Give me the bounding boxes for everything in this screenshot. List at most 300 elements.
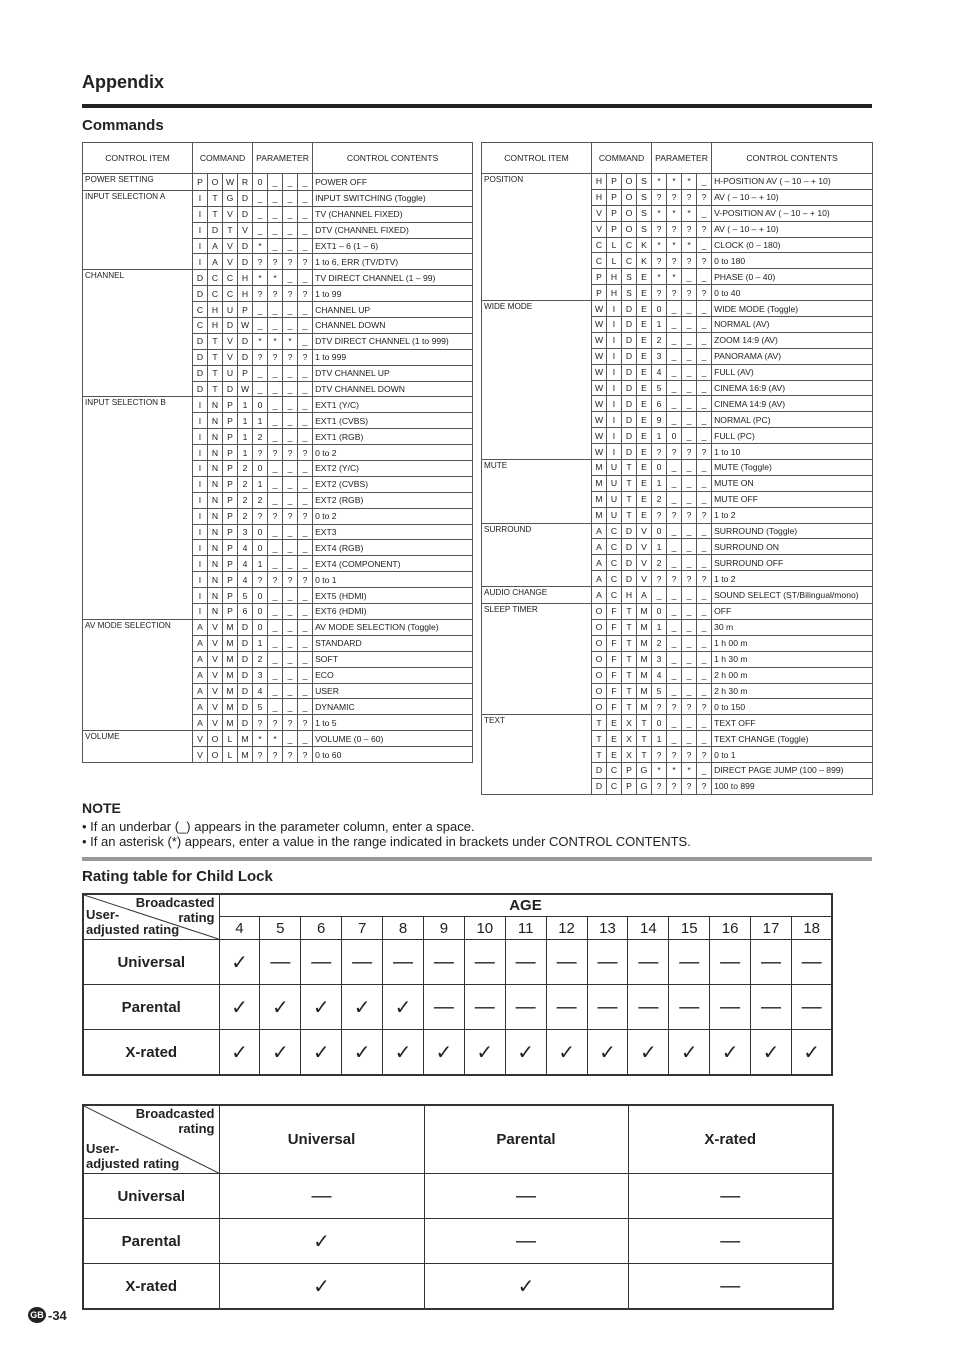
- table-row: [83, 1030, 832, 1076]
- command-char: N: [208, 604, 223, 620]
- parameter-char: ?: [283, 747, 298, 763]
- control-contents-cell: SURROUND OFF: [712, 555, 873, 571]
- command-char: D: [223, 318, 238, 334]
- parameter-char: 1: [253, 413, 268, 429]
- header-parameter: PARAMETER: [652, 143, 712, 174]
- dash-icon: —: [464, 985, 505, 1030]
- parameter-char: 3: [652, 651, 667, 667]
- parameter-char: 2: [253, 651, 268, 667]
- command-char: 5: [238, 588, 253, 604]
- rating-heading: Rating table for Child Lock: [82, 868, 273, 885]
- command-char: P: [223, 397, 238, 413]
- command-char: E: [637, 396, 652, 412]
- control-contents-cell: AV ( – 10 – + 10): [712, 221, 873, 237]
- command-char: I: [193, 588, 208, 604]
- parameter-char: ?: [667, 444, 682, 460]
- parameter-char: _: [268, 461, 283, 477]
- control-contents-cell: EXT3: [313, 524, 473, 540]
- command-char: V: [592, 221, 607, 237]
- command-char: I: [193, 572, 208, 588]
- command-char: P: [223, 429, 238, 445]
- parameter-char: _: [253, 381, 268, 397]
- command-char: D: [238, 667, 253, 683]
- parameter-char: _: [697, 412, 712, 428]
- parameter-char: _: [298, 604, 313, 620]
- category-rating-table: [82, 1104, 834, 1310]
- control-contents-cell: DTV (CHANNEL FIXED): [313, 222, 473, 238]
- check-icon: ✓: [423, 1030, 464, 1076]
- control-contents-cell: DTV DIRECT CHANNEL (1 to 999): [313, 333, 473, 349]
- parameter-char: 4: [652, 667, 667, 683]
- parameter-char: *: [652, 237, 667, 253]
- parameter-char: _: [697, 604, 712, 620]
- parameter-char: ?: [283, 254, 298, 270]
- dash-icon: —: [260, 940, 301, 985]
- control-contents-cell: 1 to 6, ERR (TV/DTV): [313, 254, 473, 270]
- command-char: O: [592, 667, 607, 683]
- parameter-char: _: [268, 556, 283, 572]
- command-char: V: [208, 667, 223, 683]
- control-contents-cell: 1 h 30 m: [712, 651, 873, 667]
- control-contents-cell: 1 to 5: [313, 715, 473, 731]
- command-char: I: [607, 444, 622, 460]
- command-char: 3: [238, 524, 253, 540]
- command-char: 4: [238, 540, 253, 556]
- control-contents-cell: TV (CHANNEL FIXED): [313, 206, 473, 222]
- parameter-char: ?: [283, 572, 298, 588]
- command-char: 2: [238, 492, 253, 508]
- command-char: C: [223, 286, 238, 302]
- command-char: T: [637, 731, 652, 747]
- command-char: D: [622, 364, 637, 380]
- age-number: 8: [383, 917, 424, 940]
- command-char: V: [208, 699, 223, 715]
- command-char: L: [607, 253, 622, 269]
- command-char: D: [193, 365, 208, 381]
- control-contents-cell: OFF: [712, 604, 873, 620]
- control-item-cell: INPUT SELECTION B: [83, 397, 193, 619]
- control-contents-cell: POWER OFF: [313, 174, 473, 191]
- control-item-cell: VOLUME: [83, 731, 193, 763]
- command-char: A: [592, 555, 607, 571]
- command-char: T: [592, 731, 607, 747]
- parameter-char: ?: [697, 253, 712, 269]
- parameter-char: 0: [667, 428, 682, 444]
- command-char: H: [592, 189, 607, 205]
- parameter-char: _: [697, 301, 712, 317]
- control-item-cell: POSITION: [482, 174, 592, 301]
- parameter-char: _: [298, 540, 313, 556]
- control-contents-cell: USER: [313, 683, 473, 699]
- dash-icon: —: [301, 940, 342, 985]
- table-row: [83, 985, 832, 1030]
- command-char: W: [592, 380, 607, 396]
- command-char: I: [607, 396, 622, 412]
- command-char: D: [592, 762, 607, 778]
- parameter-char: 2: [652, 555, 667, 571]
- commands-table-right: [481, 142, 873, 795]
- age-label: AGE: [219, 894, 832, 917]
- command-char: O: [592, 604, 607, 620]
- command-char: O: [592, 699, 607, 715]
- command-char: I: [607, 332, 622, 348]
- parameter-char: _: [682, 604, 697, 620]
- control-contents-cell: CINEMA 14:9 (AV): [712, 396, 873, 412]
- command-char: D: [622, 332, 637, 348]
- parameter-char: ?: [682, 285, 697, 301]
- command-char: P: [223, 524, 238, 540]
- parameter-char: _: [268, 604, 283, 620]
- command-char: F: [607, 619, 622, 635]
- command-char: E: [637, 317, 652, 333]
- age-number: 16: [710, 917, 751, 940]
- command-char: T: [622, 683, 637, 699]
- parameter-char: ?: [682, 747, 697, 763]
- command-char: O: [208, 174, 223, 191]
- parameter-char: _: [298, 461, 313, 477]
- parameter-char: _: [268, 667, 283, 683]
- command-char: C: [223, 270, 238, 286]
- control-item-cell: AV MODE SELECTION: [83, 619, 193, 730]
- parameter-char: ?: [652, 253, 667, 269]
- parameter-char: 5: [253, 699, 268, 715]
- parameter-char: _: [697, 475, 712, 491]
- command-char: E: [637, 285, 652, 301]
- command-char: S: [637, 174, 652, 190]
- table-row: [482, 587, 873, 604]
- table-row: [83, 1219, 833, 1264]
- parameter-char: _: [298, 222, 313, 238]
- parameter-char: _: [283, 206, 298, 222]
- command-char: D: [622, 571, 637, 587]
- command-char: P: [223, 540, 238, 556]
- parameter-char: _: [268, 476, 283, 492]
- command-char: M: [592, 507, 607, 523]
- command-char: M: [592, 460, 607, 476]
- command-char: U: [607, 475, 622, 491]
- age-number: 7: [342, 917, 383, 940]
- dash-icon: —: [751, 985, 792, 1030]
- header-control-item: CONTROL ITEM: [83, 143, 193, 174]
- command-char: A: [193, 715, 208, 731]
- command-char: U: [607, 460, 622, 476]
- control-item-cell: INPUT SELECTION A: [83, 190, 193, 269]
- parameter-char: ?: [667, 189, 682, 205]
- command-char: D: [622, 301, 637, 317]
- table-row: [83, 1264, 833, 1310]
- command-char: D: [238, 206, 253, 222]
- parameter-char: _: [268, 365, 283, 381]
- command-char: S: [637, 189, 652, 205]
- command-char: V: [637, 571, 652, 587]
- command-char: W: [592, 348, 607, 364]
- control-contents-cell: INPUT SWITCHING (Toggle): [313, 190, 473, 206]
- parameter-char: _: [268, 619, 283, 635]
- parameter-char: _: [298, 238, 313, 254]
- check-icon: ✓: [219, 940, 260, 985]
- rating-row-label: X-rated: [83, 1264, 219, 1310]
- command-char: A: [193, 635, 208, 651]
- parameter-char: 3: [253, 667, 268, 683]
- parameter-char: ?: [682, 221, 697, 237]
- command-char: D: [238, 651, 253, 667]
- check-icon: ✓: [219, 1030, 260, 1076]
- parameter-char: ?: [253, 349, 268, 365]
- command-char: V: [223, 349, 238, 365]
- parameter-char: _: [667, 604, 682, 620]
- parameter-char: *: [652, 174, 667, 190]
- dash-icon: —: [628, 1219, 833, 1264]
- command-char: 2: [238, 461, 253, 477]
- command-char: T: [622, 491, 637, 507]
- command-char: M: [637, 683, 652, 699]
- check-icon: ✓: [383, 1030, 424, 1076]
- command-char: V: [208, 715, 223, 731]
- parameter-char: 3: [652, 348, 667, 364]
- command-char: I: [607, 428, 622, 444]
- control-contents-cell: 0 to 2: [313, 508, 473, 524]
- command-char: M: [223, 715, 238, 731]
- command-char: A: [193, 651, 208, 667]
- command-char: D: [622, 317, 637, 333]
- parameter-char: _: [697, 364, 712, 380]
- command-char: T: [208, 206, 223, 222]
- parameter-char: _: [667, 364, 682, 380]
- check-icon: ✓: [219, 1219, 424, 1264]
- control-contents-cell: 0 to 150: [712, 699, 873, 715]
- parameter-char: ?: [298, 572, 313, 588]
- table-row: [482, 604, 873, 620]
- parameter-char: ?: [697, 778, 712, 794]
- parameter-char: _: [697, 523, 712, 539]
- parameter-char: ?: [667, 507, 682, 523]
- command-char: N: [208, 476, 223, 492]
- parameter-char: 0: [652, 715, 667, 731]
- parameter-char: ?: [298, 445, 313, 461]
- user-adjusted-rating-label: User- adjusted rating: [86, 1141, 180, 1171]
- command-char: I: [193, 397, 208, 413]
- control-contents-cell: CHANNEL DOWN: [313, 318, 473, 334]
- table-row: [83, 174, 473, 191]
- parameter-char: _: [682, 332, 697, 348]
- check-icon: ✓: [505, 1030, 546, 1076]
- command-char: D: [193, 349, 208, 365]
- parameter-char: ?: [652, 699, 667, 715]
- parameter-char: _: [682, 364, 697, 380]
- dash-icon: —: [424, 1219, 628, 1264]
- command-char: C: [592, 237, 607, 253]
- check-icon: ✓: [669, 1030, 710, 1076]
- parameter-char: _: [298, 619, 313, 635]
- parameter-char: _: [697, 428, 712, 444]
- parameter-char: ?: [667, 571, 682, 587]
- command-char: D: [193, 333, 208, 349]
- parameter-char: _: [697, 460, 712, 476]
- command-char: T: [622, 507, 637, 523]
- control-contents-cell: EXT1 (RGB): [313, 429, 473, 445]
- command-char: I: [607, 317, 622, 333]
- parameter-char: ?: [253, 254, 268, 270]
- command-char: M: [223, 699, 238, 715]
- parameter-char: ?: [667, 699, 682, 715]
- parameter-char: 0: [652, 604, 667, 620]
- control-contents-cell: MUTE OFF: [712, 491, 873, 507]
- command-char: V: [208, 635, 223, 651]
- parameter-char: _: [283, 524, 298, 540]
- command-char: T: [223, 222, 238, 238]
- table-row: [83, 731, 473, 747]
- command-char: T: [622, 667, 637, 683]
- control-item-cell: SURROUND: [482, 523, 592, 587]
- parameter-char: 4: [652, 364, 667, 380]
- parameter-char: ?: [697, 285, 712, 301]
- command-char: O: [622, 189, 637, 205]
- command-char: F: [607, 635, 622, 651]
- command-char: T: [208, 190, 223, 206]
- command-char: P: [223, 476, 238, 492]
- parameter-char: _: [283, 651, 298, 667]
- parameter-char: ?: [283, 286, 298, 302]
- command-char: N: [208, 429, 223, 445]
- command-char: A: [592, 523, 607, 539]
- command-char: H: [208, 302, 223, 318]
- table-row: [482, 301, 873, 317]
- command-char: P: [238, 365, 253, 381]
- parameter-char: ?: [268, 508, 283, 524]
- parameter-char: _: [283, 381, 298, 397]
- parameter-char: _: [697, 348, 712, 364]
- control-item-cell: CHANNEL: [83, 270, 193, 397]
- command-char: I: [193, 429, 208, 445]
- command-char: E: [637, 348, 652, 364]
- header-command: COMMAND: [592, 143, 652, 174]
- command-char: P: [193, 174, 208, 191]
- check-icon: ✓: [587, 1030, 628, 1076]
- control-contents-cell: 0 to 1: [712, 747, 873, 763]
- command-char: T: [592, 715, 607, 731]
- command-char: O: [592, 635, 607, 651]
- command-char: M: [592, 491, 607, 507]
- dash-icon: —: [628, 1264, 833, 1310]
- command-char: T: [622, 604, 637, 620]
- command-char: C: [193, 302, 208, 318]
- parameter-char: *: [652, 205, 667, 221]
- command-char: M: [637, 635, 652, 651]
- control-contents-cell: 1 to 2: [712, 507, 873, 523]
- parameter-char: *: [667, 762, 682, 778]
- parameter-char: _: [283, 318, 298, 334]
- header-control-item: CONTROL ITEM: [482, 143, 592, 174]
- parameter-char: _: [682, 651, 697, 667]
- parameter-char: ?: [253, 445, 268, 461]
- parameter-char: _: [682, 731, 697, 747]
- parameter-char: _: [682, 635, 697, 651]
- parameter-char: _: [283, 365, 298, 381]
- header-parameter: PARAMETER: [253, 143, 313, 174]
- parameter-char: 4: [253, 683, 268, 699]
- command-char: K: [637, 237, 652, 253]
- parameter-char: _: [283, 667, 298, 683]
- control-contents-cell: 2 h 30 m: [712, 683, 873, 699]
- command-char: D: [238, 683, 253, 699]
- parameter-char: _: [667, 539, 682, 555]
- age-number: 5: [260, 917, 301, 940]
- table-row: [482, 460, 873, 476]
- control-contents-cell: 0 to 60: [313, 747, 473, 763]
- parameter-char: _: [283, 302, 298, 318]
- dash-icon: —: [669, 940, 710, 985]
- command-char: V: [223, 254, 238, 270]
- command-char: T: [208, 349, 223, 365]
- command-char: L: [607, 237, 622, 253]
- parameter-char: _: [667, 523, 682, 539]
- parameter-char: ?: [253, 286, 268, 302]
- parameter-char: 0: [652, 301, 667, 317]
- age-number: 4: [219, 917, 260, 940]
- control-contents-cell: 1 h 00 m: [712, 635, 873, 651]
- parameter-char: _: [283, 683, 298, 699]
- command-char: T: [622, 635, 637, 651]
- parameter-char: _: [667, 683, 682, 699]
- command-char: H: [607, 285, 622, 301]
- parameter-char: _: [697, 555, 712, 571]
- control-contents-cell: 30 m: [712, 619, 873, 635]
- parameter-char: *: [253, 238, 268, 254]
- parameter-char: _: [283, 588, 298, 604]
- check-icon: ✓: [383, 985, 424, 1030]
- command-char: A: [592, 539, 607, 555]
- age-number: 6: [301, 917, 342, 940]
- parameter-char: ?: [298, 286, 313, 302]
- parameter-char: _: [283, 238, 298, 254]
- command-char: P: [223, 588, 238, 604]
- parameter-char: _: [268, 222, 283, 238]
- command-char: M: [637, 619, 652, 635]
- control-contents-cell: CHANNEL UP: [313, 302, 473, 318]
- control-contents-cell: NORMAL (PC): [712, 412, 873, 428]
- control-contents-cell: DYNAMIC: [313, 699, 473, 715]
- parameter-char: ?: [253, 715, 268, 731]
- parameter-char: 1: [652, 539, 667, 555]
- command-char: M: [637, 699, 652, 715]
- command-char: W: [238, 318, 253, 334]
- command-char: V: [223, 238, 238, 254]
- dash-icon: —: [628, 940, 669, 985]
- control-contents-cell: DIRECT PAGE JUMP (100 – 899): [712, 762, 873, 778]
- parameter-char: _: [283, 222, 298, 238]
- parameter-char: ?: [697, 747, 712, 763]
- control-contents-cell: 1 to 2: [712, 571, 873, 587]
- parameter-char: 5: [652, 380, 667, 396]
- check-icon: ✓: [219, 985, 260, 1030]
- parameter-char: _: [697, 380, 712, 396]
- control-item-cell: WIDE MODE: [482, 301, 592, 460]
- command-char: A: [193, 683, 208, 699]
- parameter-char: _: [283, 540, 298, 556]
- dash-icon: —: [546, 985, 587, 1030]
- command-char: N: [208, 556, 223, 572]
- parameter-char: _: [682, 715, 697, 731]
- parameter-char: ?: [682, 507, 697, 523]
- check-icon: ✓: [342, 1030, 383, 1076]
- parameter-char: _: [682, 412, 697, 428]
- parameter-char: _: [682, 460, 697, 476]
- parameter-char: _: [298, 524, 313, 540]
- table-row: [83, 190, 473, 206]
- command-char: X: [622, 731, 637, 747]
- parameter-char: _: [283, 461, 298, 477]
- parameter-char: 0: [652, 523, 667, 539]
